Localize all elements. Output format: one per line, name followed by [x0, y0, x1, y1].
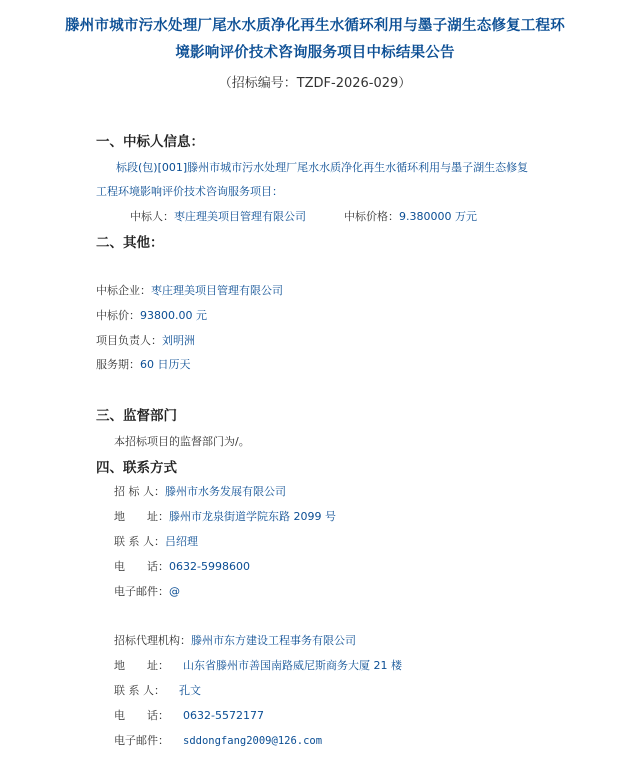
company-row	[96, 282, 283, 298]
agency-contact-row	[114, 682, 201, 698]
tenderer-phone-row	[114, 558, 250, 574]
tenderer-name-label: 招 标 人：	[114, 485, 165, 498]
agency-address-row	[114, 657, 402, 673]
company-label: 中标企业：	[96, 284, 151, 297]
announcement-title-line1: 滕州市城市污水处理厂尾水水质净化再生水循环利用与墨子湖生态修复工程环	[65, 18, 565, 34]
section-supervision-heading: 三、监督部门	[96, 408, 177, 424]
bid-price-row	[96, 307, 207, 323]
tenderer-contact-row	[114, 533, 198, 549]
company-value: 枣庄理美项目管理有限公司	[151, 284, 283, 297]
tenderer-address-value: 滕州市龙泉街道学院东路 2099 号	[169, 510, 336, 523]
winner-price-label: 中标价格：	[344, 210, 399, 223]
manager-row	[96, 332, 195, 348]
agency-email-label: 电子邮件：	[114, 734, 169, 747]
manager-label: 项目负责人：	[96, 334, 162, 347]
agency-email-row	[114, 732, 322, 748]
winner-price-row	[344, 208, 477, 224]
bid-price-label: 中标价：	[96, 309, 140, 322]
tender-number: （招标编号：TZDF-2026-029）	[218, 76, 412, 91]
tenderer-phone-value: 0632-5998600	[169, 560, 250, 573]
winner-label: 中标人：	[130, 210, 174, 223]
agency-name-row	[114, 632, 356, 648]
agency-phone-row	[114, 707, 264, 723]
agency-phone-label: 电 话：	[114, 709, 169, 722]
agency-name-label: 招标代理机构：	[114, 634, 191, 647]
tenderer-contact-value: 吕绍理	[165, 535, 198, 548]
agency-phone-value: 0632-5572177	[183, 709, 264, 722]
lot-description-line1: 标段(包)[001]滕州市城市污水处理厂尾水水质净化再生水循环利用与墨子湖生态修复	[116, 161, 529, 174]
manager-value: 刘明洲	[162, 334, 195, 347]
section-other-heading: 二、其他：	[96, 235, 164, 251]
tenderer-contact-label: 联 系 人：	[114, 535, 165, 548]
lot-description-line2: 工程环境影响评价技术咨询服务项目：	[96, 185, 283, 198]
service-period-row	[96, 356, 191, 372]
tenderer-email-label: 电子邮件：	[114, 585, 169, 598]
service-period-label: 服务期：	[96, 358, 140, 371]
section-contact-heading: 四、联系方式	[96, 460, 177, 476]
winner-row	[130, 208, 306, 224]
tenderer-phone-label: 电 话：	[114, 560, 169, 573]
agency-address-label: 地 址：	[114, 659, 169, 672]
agency-email-value[interactable]: sddongfang2009@126.com	[183, 735, 323, 747]
tenderer-name-row	[114, 483, 286, 499]
agency-name-value: 滕州市东方建设工程事务有限公司	[191, 634, 356, 647]
service-period-value: 60 日历天	[140, 358, 191, 371]
announcement-title-line2: 境影响评价技术咨询服务项目中标结果公告	[175, 45, 455, 61]
tenderer-address-row	[114, 508, 336, 524]
agency-address-value: 山东省滕州市善国南路威尼斯商务大厦 21 楼	[183, 659, 402, 672]
supervision-text: 本招标项目的监督部门为/。	[114, 435, 250, 448]
section-winner-heading: 一、中标人信息：	[96, 134, 204, 150]
tenderer-email-value[interactable]: @	[169, 585, 180, 598]
winner-value: 枣庄理美项目管理有限公司	[174, 210, 306, 223]
agency-contact-value: 孔文	[179, 684, 201, 697]
agency-contact-label: 联 系 人：	[114, 684, 165, 697]
winner-price-value: 9.380000 万元	[399, 210, 477, 223]
tenderer-name-value: 滕州市水务发展有限公司	[165, 485, 286, 498]
bid-price-value: 93800.00 元	[140, 309, 207, 322]
tenderer-address-label: 地 址：	[114, 510, 169, 523]
tenderer-email-row	[114, 583, 180, 599]
